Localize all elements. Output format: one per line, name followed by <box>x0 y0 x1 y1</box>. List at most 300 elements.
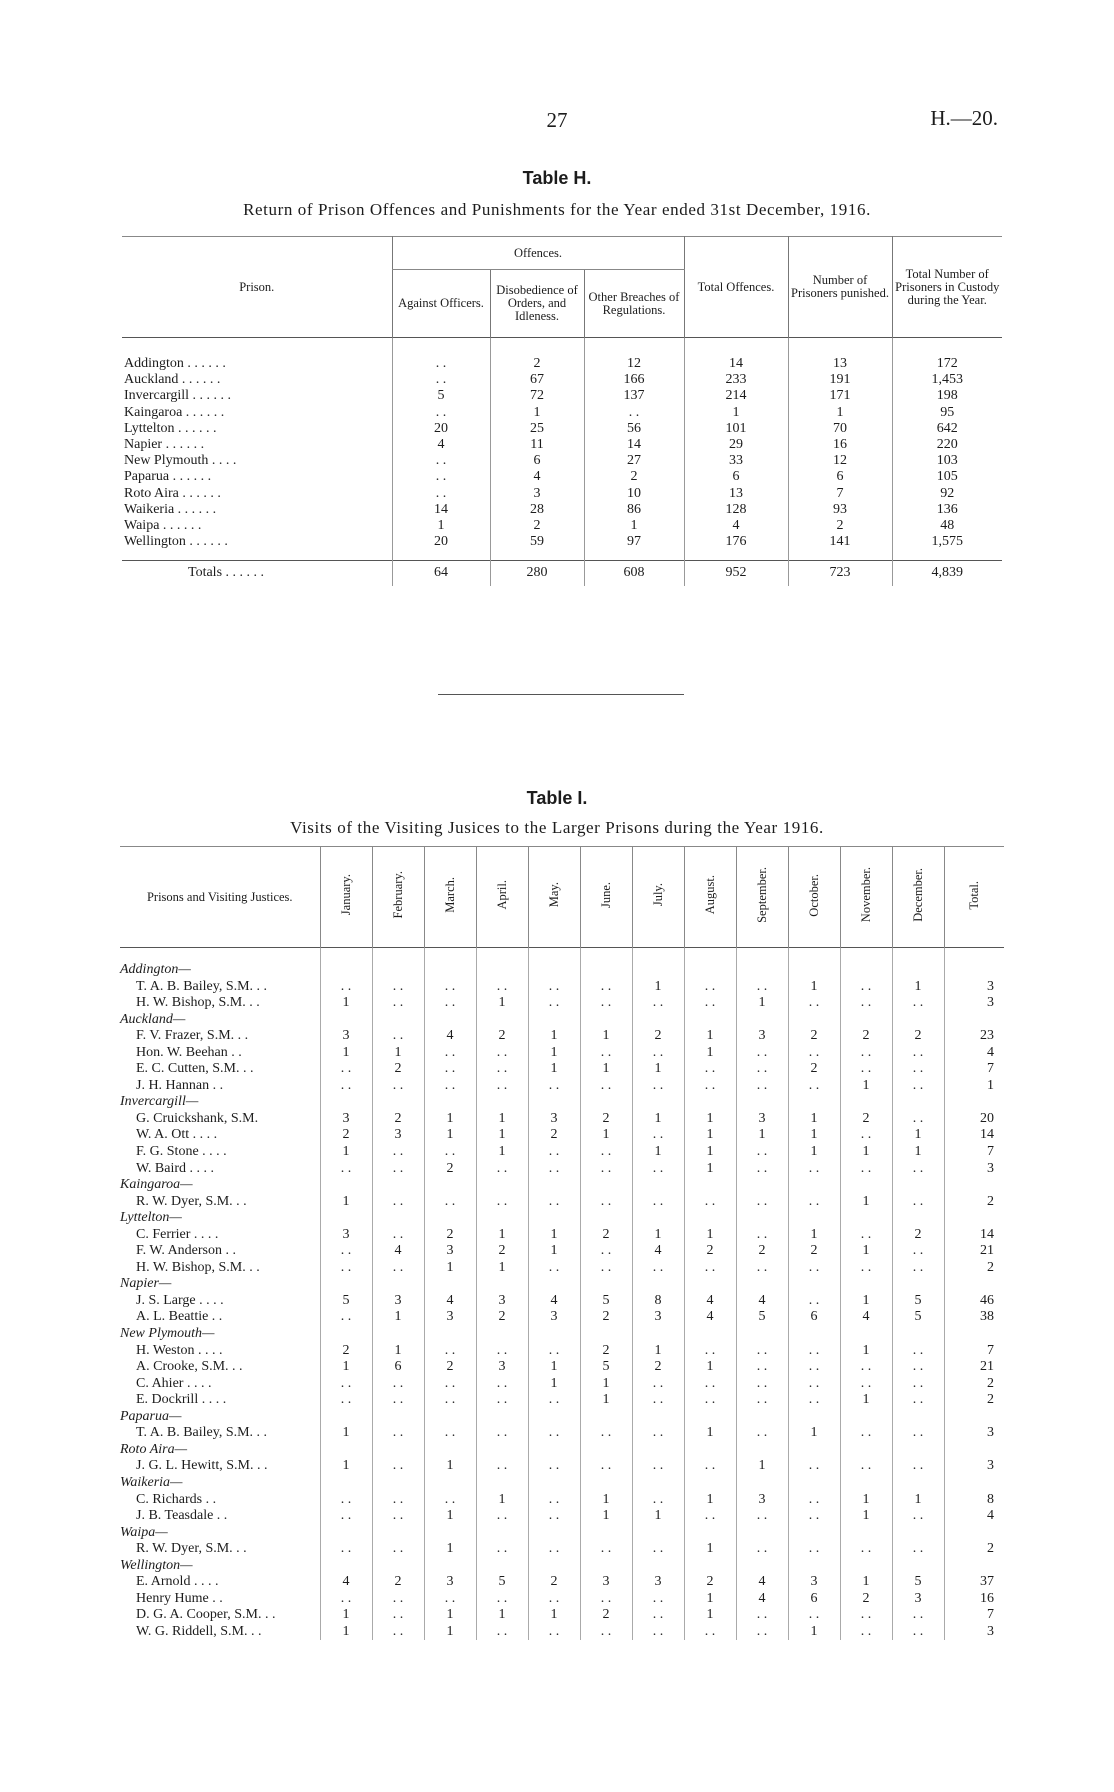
visit-count: 4 <box>528 1293 580 1310</box>
visit-count: 1 <box>892 1492 944 1509</box>
empty-cell <box>944 1442 1004 1459</box>
empty-cell <box>944 948 1004 979</box>
visit-count: 2 <box>476 1028 528 1045</box>
justice-row <box>120 1541 1004 1558</box>
visit-count: . . <box>320 1591 372 1608</box>
visit-count: 1 <box>580 1061 632 1078</box>
cell-disob: 2 <box>490 338 584 373</box>
header-other-breaches: Other Breaches of Regulations. <box>584 270 684 338</box>
visit-count: . . <box>684 1392 736 1409</box>
justice-row <box>120 1045 1004 1062</box>
visit-count: . . <box>476 1194 528 1211</box>
empty-cell <box>840 1210 892 1227</box>
cell-custody: 136 <box>892 502 1002 518</box>
month-label: April. <box>494 880 509 910</box>
header-month <box>632 847 684 948</box>
visit-count: 6 <box>372 1359 424 1376</box>
visit-count: 3 <box>788 1574 840 1591</box>
visit-count: . . <box>788 1045 840 1062</box>
empty-cell <box>320 1276 372 1293</box>
visit-count: . . <box>632 1045 684 1062</box>
visit-count: 1 <box>528 1359 580 1376</box>
empty-cell <box>320 1177 372 1194</box>
empty-cell <box>632 1442 684 1459</box>
justice-name: J. S. Large . . . . <box>136 1292 224 1308</box>
visit-count: 1 <box>892 979 944 996</box>
visit-count: . . <box>736 1376 788 1393</box>
cell-punished: 12 <box>788 453 892 469</box>
visit-count: . . <box>580 1591 632 1608</box>
visit-count: 1 <box>580 1392 632 1409</box>
prison-group-name: Lyttelton— <box>120 1210 182 1226</box>
empty-cell <box>684 1475 736 1492</box>
cell-against: 4 <box>392 437 490 453</box>
visit-count: . . <box>580 1243 632 1260</box>
justice-name: W. G. Riddell, S.M. . . <box>136 1623 262 1639</box>
visit-count: . . <box>320 1492 372 1509</box>
empty-cell <box>632 1558 684 1575</box>
visit-count: . . <box>580 979 632 996</box>
justice-row <box>120 1144 1004 1161</box>
table-row <box>122 338 1002 373</box>
cell-other: 1 <box>584 518 684 534</box>
justice-row <box>120 1458 1004 1475</box>
cell-against: . . <box>392 486 490 502</box>
header-month <box>372 847 424 948</box>
visit-count: 2 <box>476 1309 528 1326</box>
empty-cell <box>840 948 892 979</box>
header-total-custody: Total Number of Prisoners in Custody during the Year. <box>892 237 1002 338</box>
header-month <box>684 847 736 948</box>
visit-count: 4 <box>736 1293 788 1310</box>
visit-count: 3 <box>320 1111 372 1128</box>
visit-count: . . <box>788 1392 840 1409</box>
empty-cell <box>528 1409 580 1426</box>
visit-count: . . <box>580 1425 632 1442</box>
visit-count: . . <box>736 1194 788 1211</box>
visit-count: 1 <box>476 1227 528 1244</box>
justice-name: T. A. B. Bailey, S.M. . . <box>136 978 268 994</box>
header-month <box>840 847 892 948</box>
visit-count: 1 <box>840 1492 892 1509</box>
empty-cell <box>684 1558 736 1575</box>
visit-count: . . <box>424 1078 476 1095</box>
empty-cell <box>580 1525 632 1542</box>
visit-count: 1 <box>372 1309 424 1326</box>
prison-name: Addington . . . . . . <box>124 356 226 371</box>
prison-name: Lyttelton . . . . . . <box>124 420 217 436</box>
justice-row <box>120 1293 1004 1310</box>
visit-total: 3 <box>944 1425 1004 1442</box>
justice-name: C. Ferrier . . . . <box>136 1226 219 1242</box>
visit-count: . . <box>684 995 736 1012</box>
visit-count: . . <box>580 1078 632 1095</box>
prison-group-row <box>120 1409 1004 1426</box>
visit-count: . . <box>372 1144 424 1161</box>
visit-count: . . <box>892 1194 944 1211</box>
visit-count: . . <box>320 979 372 996</box>
visit-total: 3 <box>944 995 1004 1012</box>
visit-count: 2 <box>580 1309 632 1326</box>
visit-count: 1 <box>892 1144 944 1161</box>
empty-cell <box>476 1442 528 1459</box>
cell-other: 10 <box>584 486 684 502</box>
visit-count: 1 <box>736 1127 788 1144</box>
empty-cell <box>684 1442 736 1459</box>
empty-cell <box>736 1210 788 1227</box>
visit-count: . . <box>788 1161 840 1178</box>
visit-count: 2 <box>580 1227 632 1244</box>
visit-count: 1 <box>840 1078 892 1095</box>
visit-count: 8 <box>632 1293 684 1310</box>
totals-against: 64 <box>392 561 490 586</box>
visit-count: . . <box>892 1624 944 1641</box>
cell-total: 29 <box>684 437 788 453</box>
empty-cell <box>372 1442 424 1459</box>
visit-count: . . <box>892 1376 944 1393</box>
justice-name: H. Weston . . . . <box>136 1342 223 1358</box>
empty-cell <box>580 1409 632 1426</box>
totals-custody: 4,839 <box>892 561 1002 586</box>
empty-cell <box>892 1210 944 1227</box>
cell-disob: 1 <box>490 405 584 421</box>
prison-name: Paparua . . . . . . <box>124 469 212 485</box>
visit-count: . . <box>892 1359 944 1376</box>
empty-cell <box>892 1558 944 1575</box>
visit-count: 1 <box>476 1260 528 1277</box>
empty-cell <box>788 1094 840 1111</box>
cell-custody: 1,575 <box>892 534 1002 561</box>
visit-count: . . <box>684 979 736 996</box>
visit-count: . . <box>736 979 788 996</box>
visit-count: . . <box>892 1425 944 1442</box>
visit-count: 1 <box>684 1028 736 1045</box>
cell-custody: 172 <box>892 338 1002 373</box>
cell-total: 14 <box>684 338 788 373</box>
visit-count: . . <box>684 1260 736 1277</box>
justice-name: R. W. Dyer, S.M. . . <box>136 1541 247 1557</box>
justice-name: F. W. Anderson . . <box>136 1243 237 1259</box>
prison-group-name: Roto Aira— <box>120 1441 188 1457</box>
visit-count: 1 <box>528 1376 580 1393</box>
table-i <box>120 846 1004 1640</box>
empty-cell <box>476 1210 528 1227</box>
empty-cell <box>372 1210 424 1227</box>
visit-count: 1 <box>684 1161 736 1178</box>
justice-name: Henry Hume . . <box>136 1590 223 1606</box>
visit-count: 5 <box>580 1293 632 1310</box>
cell-other: 2 <box>584 469 684 485</box>
visit-count: 2 <box>580 1607 632 1624</box>
visit-count: . . <box>788 1376 840 1393</box>
visit-count: . . <box>528 1260 580 1277</box>
cell-disob: 6 <box>490 453 584 469</box>
visit-count: 1 <box>424 1260 476 1277</box>
table-row <box>122 405 1002 421</box>
empty-cell <box>632 1475 684 1492</box>
prison-group-row <box>120 1210 1004 1227</box>
prison-name: Wellington . . . . . . <box>124 534 228 550</box>
visit-count: . . <box>840 1624 892 1641</box>
visit-count: . . <box>476 1541 528 1558</box>
header-total <box>944 847 1004 948</box>
visit-count: 6 <box>788 1591 840 1608</box>
visit-count: . . <box>580 1161 632 1178</box>
cell-custody: 103 <box>892 453 1002 469</box>
month-label: January. <box>338 874 353 916</box>
visit-count: 4 <box>684 1293 736 1310</box>
cell-punished: 171 <box>788 388 892 404</box>
cell-against: 14 <box>392 502 490 518</box>
justice-row <box>120 1425 1004 1442</box>
visit-count: 5 <box>892 1293 944 1310</box>
prison-group-name: Addington— <box>120 962 191 977</box>
visit-count: 3 <box>320 1028 372 1045</box>
empty-cell <box>528 948 580 979</box>
visit-count: . . <box>476 1624 528 1641</box>
empty-cell <box>528 1094 580 1111</box>
visit-count: . . <box>424 1376 476 1393</box>
visit-count: 1 <box>788 1127 840 1144</box>
visit-total: 38 <box>944 1309 1004 1326</box>
visit-count: . . <box>580 1194 632 1211</box>
prison-group-row <box>120 1012 1004 1029</box>
empty-cell <box>580 1094 632 1111</box>
table-i-subtitle: Visits of the Visiting Jusices to the Larger Prisons during the Year 1916. <box>290 818 824 837</box>
visit-count: . . <box>372 1492 424 1509</box>
empty-cell <box>320 1012 372 1029</box>
empty-cell <box>528 1012 580 1029</box>
table-row <box>122 469 1002 485</box>
empty-cell <box>320 1558 372 1575</box>
visit-count: . . <box>788 1359 840 1376</box>
visit-count: 2 <box>840 1111 892 1128</box>
empty-cell <box>632 1210 684 1227</box>
visit-count: . . <box>684 1624 736 1641</box>
header-prisons-justices: Prisons and Visiting Justices. <box>146 889 293 904</box>
justice-row <box>120 1309 1004 1326</box>
empty-cell <box>788 1525 840 1542</box>
cell-punished: 13 <box>788 338 892 373</box>
visit-count: . . <box>632 1492 684 1509</box>
visit-count: . . <box>840 1260 892 1277</box>
empty-cell <box>372 948 424 979</box>
visit-count: 1 <box>788 1111 840 1128</box>
visit-count: 1 <box>424 1458 476 1475</box>
header-month <box>528 847 580 948</box>
empty-cell <box>892 1409 944 1426</box>
visit-count: 2 <box>320 1127 372 1144</box>
empty-cell <box>424 1276 476 1293</box>
visit-count: . . <box>632 1127 684 1144</box>
visit-count: . . <box>476 1061 528 1078</box>
visit-count: 1 <box>528 1227 580 1244</box>
cell-total: 6 <box>684 469 788 485</box>
visit-count: . . <box>476 1078 528 1095</box>
cell-other: 97 <box>584 534 684 561</box>
empty-cell <box>424 948 476 979</box>
visit-count: . . <box>892 1078 944 1095</box>
visit-count: 1 <box>684 1492 736 1509</box>
empty-cell <box>944 1525 1004 1542</box>
visit-count: . . <box>424 995 476 1012</box>
empty-cell <box>944 1012 1004 1029</box>
visit-count: . . <box>788 1293 840 1310</box>
visit-count: 1 <box>528 1061 580 1078</box>
visit-total: 4 <box>944 1045 1004 1062</box>
empty-cell <box>580 1012 632 1029</box>
visit-total: 37 <box>944 1574 1004 1591</box>
visit-count: . . <box>320 1161 372 1178</box>
empty-cell <box>632 1409 684 1426</box>
prison-group-name: Kaingaroa— <box>120 1177 193 1193</box>
visit-count: . . <box>528 1425 580 1442</box>
empty-cell <box>632 1094 684 1111</box>
totals-total: 952 <box>684 561 788 586</box>
prison-group-row <box>120 948 1004 979</box>
visit-count: . . <box>424 1045 476 1062</box>
empty-cell <box>476 948 528 979</box>
empty-cell <box>424 1409 476 1426</box>
empty-cell <box>632 1012 684 1029</box>
empty-cell <box>944 1558 1004 1575</box>
cell-against: . . <box>392 372 490 388</box>
visit-count: 1 <box>788 979 840 996</box>
justice-row <box>120 1111 1004 1128</box>
visit-count: . . <box>528 1624 580 1641</box>
visit-count: 4 <box>684 1309 736 1326</box>
visit-count: 1 <box>320 1624 372 1641</box>
totals-punished: 723 <box>788 561 892 586</box>
empty-cell <box>372 1475 424 1492</box>
cell-disob: 28 <box>490 502 584 518</box>
prison-group-name: Wellington— <box>120 1557 193 1573</box>
empty-cell <box>632 948 684 979</box>
visit-count: 1 <box>320 1194 372 1211</box>
prison-group-row <box>120 1442 1004 1459</box>
prison-group-row <box>120 1525 1004 1542</box>
visit-count: . . <box>320 1541 372 1558</box>
visit-count: 1 <box>424 1127 476 1144</box>
empty-cell <box>580 1177 632 1194</box>
visit-count: 1 <box>476 1492 528 1509</box>
visit-count: 1 <box>788 1144 840 1161</box>
empty-cell <box>424 1442 476 1459</box>
empty-cell <box>736 1094 788 1111</box>
month-label: November. <box>858 867 873 923</box>
visit-total: 3 <box>944 1161 1004 1178</box>
cell-against: 20 <box>392 534 490 561</box>
prison-group-name: Napier— <box>120 1276 172 1292</box>
prison-group-cell <box>120 1475 320 1492</box>
justice-name: W. Baird . . . . <box>136 1160 215 1176</box>
justice-name: J. H. Hannan . . <box>136 1077 224 1093</box>
visit-total: 14 <box>944 1227 1004 1244</box>
visit-count: . . <box>424 1425 476 1442</box>
empty-cell <box>372 1276 424 1293</box>
visit-count: . . <box>372 1392 424 1409</box>
visit-count: . . <box>684 1508 736 1525</box>
empty-cell <box>528 1525 580 1542</box>
header-total-offences: Total Offences. <box>684 237 788 338</box>
empty-cell <box>736 1525 788 1542</box>
empty-cell <box>320 1475 372 1492</box>
visit-total: 7 <box>944 1144 1004 1161</box>
justice-name: A. L. Beattie . . <box>136 1309 223 1325</box>
cell-disob: 2 <box>490 518 584 534</box>
justice-name: D. G. A. Cooper, S.M. . . <box>136 1607 276 1623</box>
visit-count: 1 <box>632 1144 684 1161</box>
visit-count: 5 <box>476 1574 528 1591</box>
justice-row <box>120 1243 1004 1260</box>
visit-count: . . <box>476 1376 528 1393</box>
empty-cell <box>476 1326 528 1343</box>
prison-name: Roto Aira . . . . . . <box>124 485 221 501</box>
month-label: March. <box>442 877 457 913</box>
visit-count: . . <box>840 1425 892 1442</box>
empty-cell <box>736 948 788 979</box>
visit-count: . . <box>528 1392 580 1409</box>
visit-count: 1 <box>424 1624 476 1641</box>
justice-row <box>120 1194 1004 1211</box>
visit-count: 1 <box>632 1111 684 1128</box>
month-label: May. <box>546 882 561 908</box>
empty-cell <box>528 1276 580 1293</box>
visit-count: . . <box>320 1376 372 1393</box>
table-row <box>122 453 1002 469</box>
visit-count: 1 <box>684 1359 736 1376</box>
prison-name: New Plymouth . . . . <box>124 453 237 469</box>
prison-group-row <box>120 1276 1004 1293</box>
visit-count: . . <box>320 1309 372 1326</box>
empty-cell <box>736 1442 788 1459</box>
empty-cell <box>788 1558 840 1575</box>
empty-cell <box>892 1475 944 1492</box>
visit-count: . . <box>476 1458 528 1475</box>
visit-count: 2 <box>892 1227 944 1244</box>
visit-count: . . <box>372 1508 424 1525</box>
visit-count: . . <box>736 1078 788 1095</box>
prison-group-name: Paparua— <box>120 1408 182 1424</box>
totals-other: 608 <box>584 561 684 586</box>
visit-count: . . <box>632 1376 684 1393</box>
visit-count: 2 <box>476 1243 528 1260</box>
empty-cell <box>528 1475 580 1492</box>
visit-count: . . <box>528 1591 580 1608</box>
header-disobedience: Disobedience of Orders, and Idleness. <box>490 270 584 338</box>
empty-cell <box>736 1475 788 1492</box>
visit-count: . . <box>736 1144 788 1161</box>
empty-cell <box>684 1012 736 1029</box>
visit-count: 2 <box>528 1127 580 1144</box>
totals-disob: 280 <box>490 561 584 586</box>
cell-punished: 141 <box>788 534 892 561</box>
table-row <box>122 518 1002 534</box>
table-i-title: Table I. <box>526 788 588 808</box>
visit-count: . . <box>372 1227 424 1244</box>
cell-custody: 642 <box>892 421 1002 437</box>
empty-cell <box>840 1094 892 1111</box>
visit-count: . . <box>788 1260 840 1277</box>
visit-count: . . <box>632 1591 684 1608</box>
empty-cell <box>788 1326 840 1343</box>
visit-count: 1 <box>476 995 528 1012</box>
visit-count: 1 <box>320 1607 372 1624</box>
visit-count: . . <box>892 1392 944 1409</box>
visit-count: 1 <box>528 1607 580 1624</box>
justice-row <box>120 1359 1004 1376</box>
empty-cell <box>788 1210 840 1227</box>
